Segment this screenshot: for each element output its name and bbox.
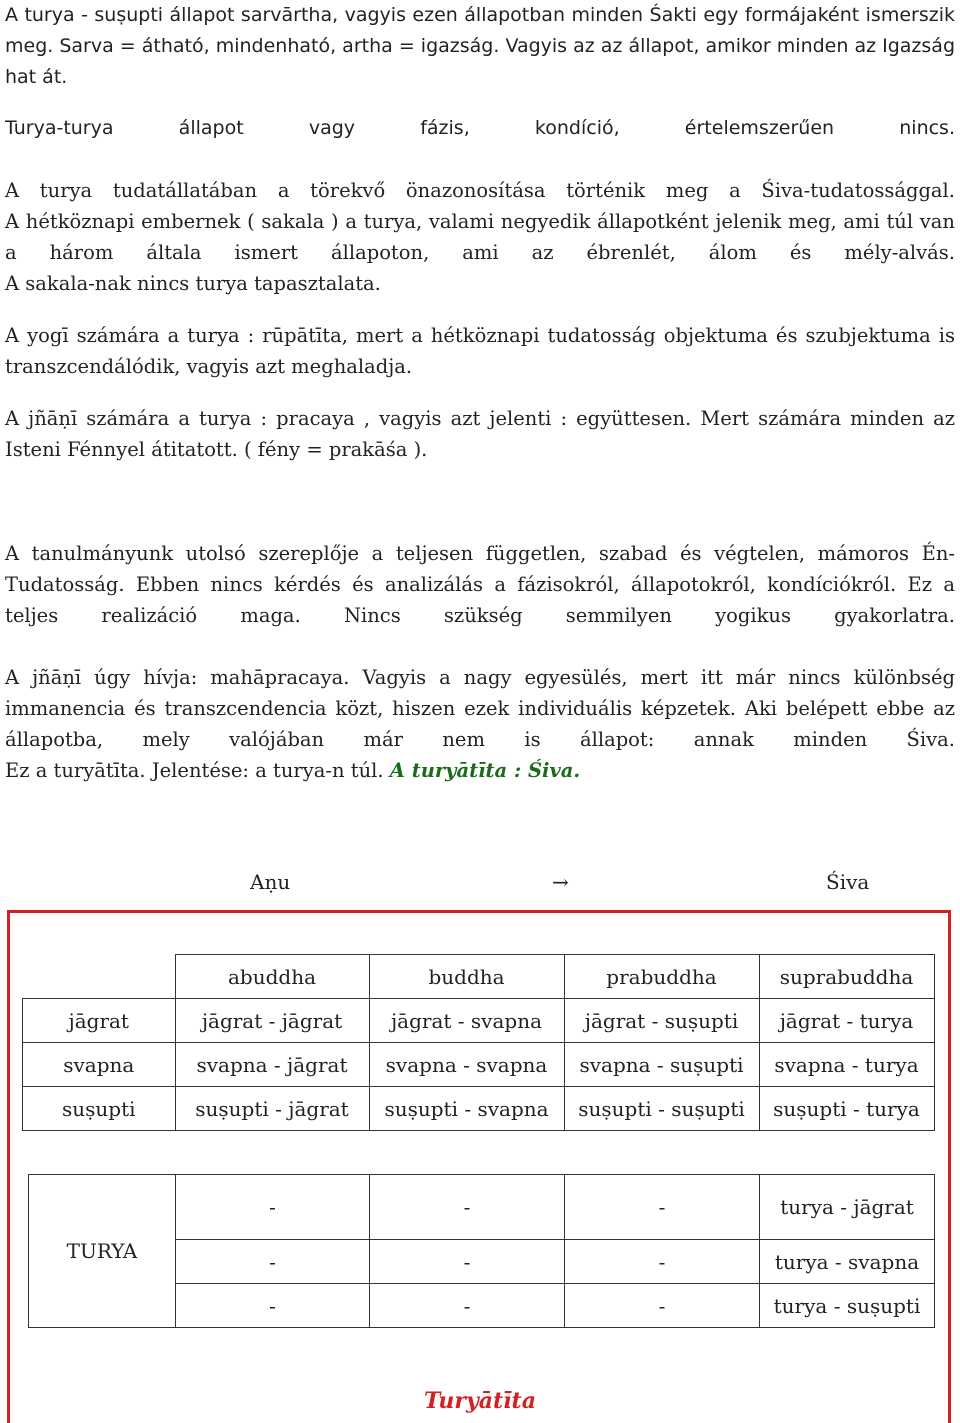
siva-label: Śiva xyxy=(826,870,870,894)
row-label: suṣupti xyxy=(23,1087,176,1131)
table-cell: turya - suṣupti xyxy=(760,1284,935,1328)
header-cell: prabuddha xyxy=(564,955,759,999)
table-cell: suṣupti - svapna xyxy=(369,1087,564,1131)
turyatita-meaning: Ez a turyātīta. Jelentése: a turya-n túl. xyxy=(5,759,384,782)
turya-table xyxy=(28,1174,935,1328)
turya-label: TURYA xyxy=(29,1175,176,1328)
empty-corner-cell xyxy=(23,955,176,999)
table-row xyxy=(23,1043,935,1087)
header-cell: abuddha xyxy=(175,955,369,999)
table-cell: - xyxy=(176,1240,370,1284)
anu-label: Aṇu xyxy=(250,870,291,894)
table-cell: svapna - turya xyxy=(759,1043,934,1087)
table-row xyxy=(23,999,935,1043)
turyatita-siva-emphasis: A turyātīta : Śiva. xyxy=(389,759,581,782)
table-cell: turya - jāgrat xyxy=(760,1175,935,1240)
paragraph-en-tudatossag: A tanulmányunk utolsó szereplője a teljesen független, szabad és végtelen, mámoros Én-Tudatosság. Ebben nincs kérdés és analizálás a fázisokról, állapotokról, kondíciókról. Ez a teljes realizáció maga. Nincs szükség semmilyen yogikus gyakorlatra. xyxy=(5,542,955,627)
table-row xyxy=(29,1175,935,1240)
anu-to-siva-arrow-row xyxy=(0,870,960,904)
table-row xyxy=(23,1087,935,1131)
table-cell: - xyxy=(565,1284,760,1328)
table-cell: jāgrat - jāgrat xyxy=(175,999,369,1043)
table-cell: - xyxy=(370,1284,565,1328)
paragraph-yogi: A yogī számára a turya : rūpātīta, mert a hétköznapi tudatosság objektuma és szubjektuma is transzcendálódik, vagyis azt meghaladja. xyxy=(5,324,955,378)
table-cell: svapna - svapna xyxy=(369,1043,564,1087)
table-cell: - xyxy=(370,1175,565,1240)
table-cell: - xyxy=(176,1284,370,1328)
table-cell: - xyxy=(370,1240,565,1284)
paragraph-jnani: A jñāṇī számára a turya : pracaya , vagyis azt jelenti : együttesen. Mert számára minden az Isteni Fénnyel átitatott. ( fény = prakāśa ). xyxy=(5,407,955,461)
table-cell: suṣupti - suṣupti xyxy=(564,1087,759,1131)
arrow-icon: → xyxy=(552,870,569,894)
table-cell: svapna - suṣupti xyxy=(564,1043,759,1087)
table-cell: suṣupti - turya xyxy=(759,1087,934,1131)
paragraph-turya-susupti: A turya - suṣupti állapot sarvārtha, vagyis ezen állapotban minden Śakti egy formájaként ismerszik meg. Sarva = átható, mindenható, artha = igazság. Vagyis az az állapot, amikor minden az Igazság hat át. xyxy=(5,4,955,88)
table-header-row xyxy=(23,955,935,999)
table-cell: svapna - jāgrat xyxy=(175,1043,369,1087)
states-table xyxy=(22,954,935,1131)
paragraph-turyatita-line xyxy=(5,755,955,786)
table-cell: jāgrat - turya xyxy=(759,999,934,1043)
row-label: jāgrat xyxy=(23,999,176,1043)
paragraph-sakala: A hétköznapi embernek ( sakala ) a turya, valami negyedik állapotként jelenik meg, ami túl van a három általa ismert állapoton, ami az ébrenlét, álom és mély-alvás. xyxy=(5,210,955,264)
table-cell: suṣupti - jāgrat xyxy=(175,1087,369,1131)
table-cell: - xyxy=(565,1240,760,1284)
row-label: svapna xyxy=(23,1043,176,1087)
header-cell: buddha xyxy=(369,955,564,999)
table-cell: - xyxy=(565,1175,760,1240)
paragraph-mahapracaya: A jñāṇī úgy hívja: mahāpracaya. Vagyis a nagy egyesülés, mert itt már nincs különbség immanencia és transzcendencia közt, hiszen ezek individuális képzetek. Aki belépett ebbe az állapotba, mely valójában már nem is állapot: annak minden Śiva. xyxy=(5,666,955,751)
table-cell: - xyxy=(176,1175,370,1240)
paragraph-tudatallapot: A turya tudatállatában a törekvő önazonosítása történik meg a Śiva-tudatossággal. xyxy=(5,179,955,202)
table-cell: turya - svapna xyxy=(760,1240,935,1284)
table-cell: jāgrat - suṣupti xyxy=(564,999,759,1043)
header-cell: suprabuddha xyxy=(759,955,934,999)
table-cell: jāgrat - svapna xyxy=(369,999,564,1043)
paragraph-turya-turya: Turya-turya állapot vagy fázis, kondíció, értelemszerűen nincs. xyxy=(5,117,955,139)
paragraph-sakala-no-turya: A sakala-nak nincs turya tapasztalata. xyxy=(5,272,381,295)
turyatita-title: Turyātīta xyxy=(424,1388,536,1414)
